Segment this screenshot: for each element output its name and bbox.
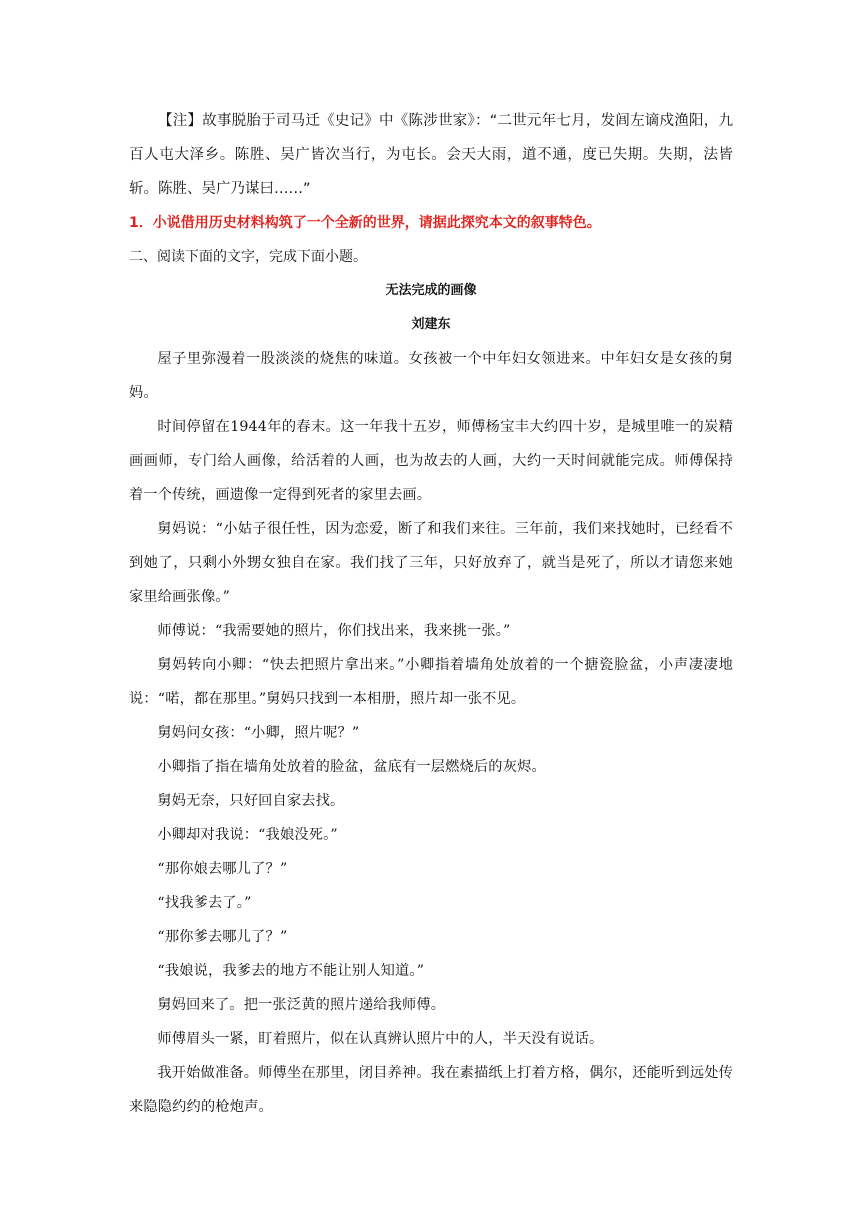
section-heading: 二、阅读下面的文字，完成下面小题。 — [129, 249, 367, 265]
story-author: 刘建东 — [411, 317, 451, 332]
story-paragraph: 师傅说：“我需要她的照片，你们找出来，我来挑一张。” — [157, 623, 511, 639]
story-paragraph: 我开始做准备。师傅坐在那里，闭目养神。我在素描纸上打着方格，偶尔，还能听到远处传来隐隐约约的枪炮声。 — [129, 1065, 733, 1115]
story-paragraph: 时间停留在1944年的春末。这一年我十五岁，师傅杨宝丰大约四十岁，是城里唯一的炭精画画师，专门给人画像，给活着的人画，也为故去的人画，大约一天时间就能完成。师傅保持着一个传统，画遗像一定得到死者的家里去画。 — [129, 419, 733, 503]
story-paragraph: 师傅眉头一紧，盯着照片，似在认真辨认照片中的人，半天没有说话。 — [157, 1031, 604, 1047]
story-paragraph: “那你爹去哪儿了？” — [157, 929, 288, 945]
annotation-note: 【注】故事脱胎于司马迁《史记》中《陈涉世家》：“二世元年七月，发闾左谪戍渔阳，九百人屯大泽乡。陈胜、吴广皆次当行，为屯长。会天大雨，道不通，度已失期。失期，法皆斩。陈胜、吴广乃谋曰……” — [129, 113, 733, 197]
story-paragraph: “那你娘去哪儿了？” — [157, 861, 288, 877]
story-paragraph: 舅妈回来了。把一张泛黄的照片递给我师傅。 — [157, 997, 446, 1013]
story-paragraph: 舅妈说：“小姑子很任性，因为恋爱，断了和我们来往。三年前，我们来找她时，已经看不到她了，只剩小外甥女独自在家。我们找了三年，只好放弃了，就当是死了，所以才请您来她家里给画张像。” — [129, 521, 733, 605]
story-paragraph: “找我爹去了。” — [157, 895, 252, 911]
story-paragraph: “我娘说，我爹去的地方不能让别人知道。” — [157, 963, 425, 979]
story-paragraph: 屋子里弥漫着一股淡淡的烧焦的味道。女孩被一个中年妇女领进来。中年妇女是女孩的舅妈。 — [129, 351, 733, 401]
story-paragraph: 小卿指了指在墙角处放着的脸盆，盆底有一层燃烧后的灰烬。 — [157, 759, 546, 775]
text-column — [129, 104, 733, 1124]
story-paragraph: 舅妈转向小卿：“快去把照片拿出来。”小卿指着墙角处放着的一个搪瓷脸盆，小声凄凄地说：“喏，都在那里。”舅妈只找到一本相册，照片却一张不见。 — [129, 657, 733, 707]
story-title: 无法完成的画像 — [385, 283, 477, 298]
story-paragraph: 舅妈无奈，只好回自家去找。 — [157, 793, 345, 809]
story-paragraph: 舅妈问女孩：“小卿，照片呢？” — [157, 725, 360, 741]
story-paragraph: 小卿却对我说：“我娘没死。” — [157, 827, 338, 843]
question-1: 1．小说借用历史材料构筑了一个全新的世界，请据此探究本文的叙事特色。 — [129, 215, 601, 231]
